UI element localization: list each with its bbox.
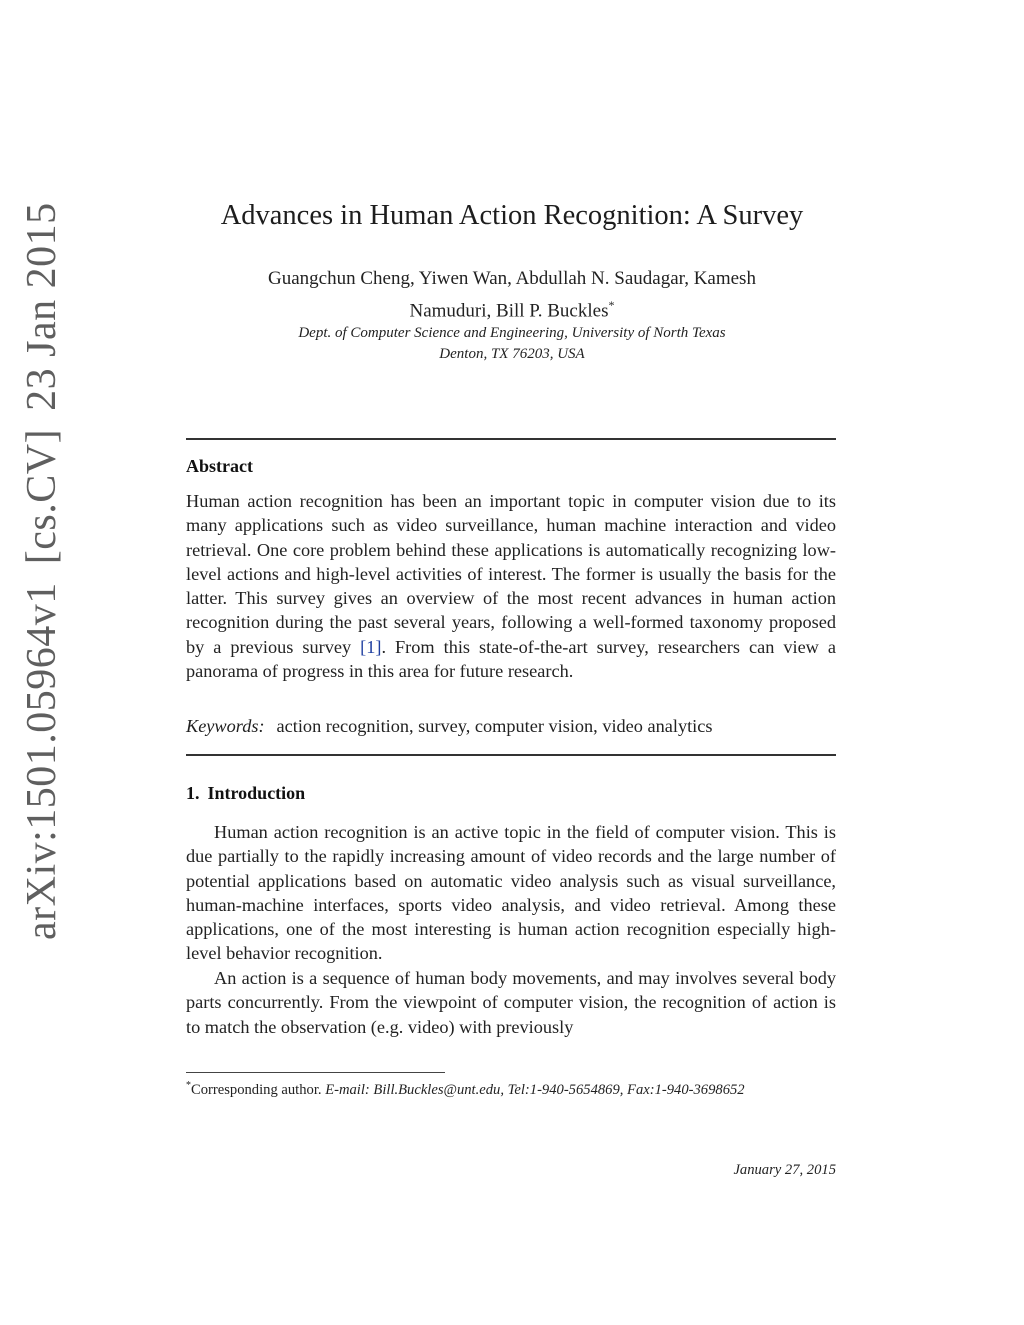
authors-line-2 [220,292,804,324]
abstract-heading: Abstract [186,456,253,476]
footnote-rule [186,1072,445,1073]
abstract-text [186,489,836,683]
section-heading-introduction [186,783,305,804]
page-date: January 27, 2015 [733,1162,836,1178]
intro-paragraph-2: An action is a sequence of human body movements, and may involves several body parts concurrently. From the viewpoint of computer vision, the recognition of action is to match the observation (e.g. video) with previously [186,968,836,1037]
affiliation [200,323,824,365]
arxiv-identifier-stamp [18,202,78,940]
footnote-mark: * [186,1080,191,1091]
arxiv-id: arXiv:1501.05964v1 [19,582,65,940]
arxiv-date: 23 Jan 2015 [19,202,65,411]
affiliation-line-2: Denton, TX 76203, USA [439,346,585,362]
paper-title: Advances in Human Action Recognition: A Survey [220,200,804,231]
authors-line-1: Guangchun Cheng, Yiwen Wan, Abdullah N. Saudagar, Kamesh [268,268,756,289]
abstract-bottom-rule [186,754,836,756]
arxiv-category: [cs.CV] [19,428,65,565]
abstract-top-rule [186,438,836,440]
section-title: Introduction [207,783,306,803]
keywords-text: action recognition, survey, computer vision, video analytics [276,716,713,736]
abstract-text-part-1: Human action recognition has been an important topic in computer vision due to its many applications such as video surveillance, human machine interaction and video retrieval. One core problem behind these applications is automatically recognizing low-level actions and high-level activities of interest. The former is usually the basis for the latter. This survey gives an overview of the most recent advances in human action recognition during the past several years, following a well-formed taxonomy proposed by a previous survey [186,491,836,657]
keywords-label: Keywords: [186,716,265,736]
author-list [220,266,804,324]
footnote-label: Corresponding author. [191,1081,322,1098]
affiliation-line-1: Dept. of Computer Science and Engineering, University of North Texas [298,325,726,341]
authors-line-2-text: Namuduri, Bill P. Buckles [409,300,609,322]
footnote-contact: E-mail: Bill.Buckles@unt.edu, Tel:1-940-5654869, Fax:1-940-3698652 [325,1081,745,1098]
section-number: 1. [186,783,200,803]
intro-paragraph-1: Human action recognition is an active topic in the field of computer vision. This is due partially to the rapidly increasing amount of video records and the large number of potential applications based on automatic video analysis such as visual surveillance, human-machine interfaces, sports video analysis, and video retrieval. Among these applications, one of the most interesting is human action recognition especially high-level behavior recognition. [186,822,836,964]
citation-link[interactable]: [1] [360,636,382,657]
abstract-text-part-2: . From this state-of-the-art survey, researchers can view a panorama of progress in this area for future research. [186,636,836,682]
corresponding-author-mark: * [608,298,615,312]
footnote [186,1076,836,1100]
keywords [186,716,836,737]
